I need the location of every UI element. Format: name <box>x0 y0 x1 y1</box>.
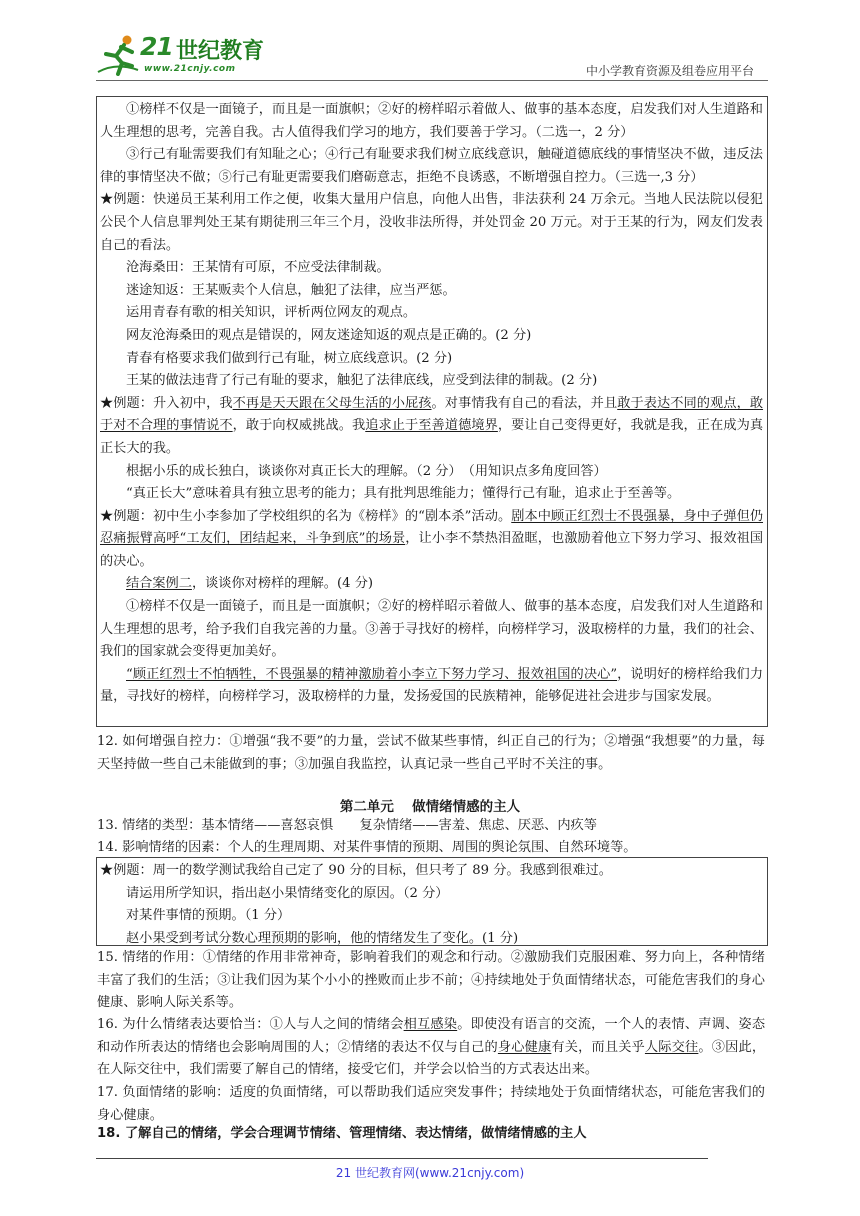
underlined-text: 不再是天天跟在父母生活的小屁孩 <box>232 395 432 411</box>
answer-line: “真正长大”意味着具有独立思考的能力；具有批判思维能力；懂得行己有耻，追求止于至善等。 <box>126 486 681 502</box>
logo-number: 21 <box>140 32 173 61</box>
underlined-text: 身心健康 <box>497 1039 552 1055</box>
answer-line: 对某件事情的预期。（1 分） <box>126 908 291 924</box>
example-question: ★例题：快递员王某利用工作之便，收集大量用户信息，向他人出售，非法获利 24 万余元。当地人民法院以侵犯公民个人信息罪判处王某有期徒刑三年三个月，没收非法所得，并处罚金 20 万元。对于王某的行为，网友们发表自己的看法。 <box>100 192 763 253</box>
question-line: 根据小乐的成长独白，谈谈你对真正长大的理解。（2 分） （用知识点多角度回答） <box>126 463 607 479</box>
text-span: 。对事情我有自己的看法，并且 <box>431 395 618 411</box>
unit-title: 第二单元 做情绪情感的主人 <box>339 799 521 815</box>
opinion-line: 迷途知返：王某贩卖个人信息，触犯了法律，应当严惩。 <box>126 282 456 298</box>
example-question <box>100 506 763 574</box>
question-line: 请运用所学知识，指出赵小果情绪变化的原因。（2 分） <box>126 885 449 901</box>
question-line: 运用青春有歌的相关知识，评析两位网友的观点。 <box>126 305 417 321</box>
example-question <box>100 393 763 461</box>
answer-line: 网友沧海桑田的观点是错误的，网友迷途知返的观点是正确的。(2 分) <box>126 327 532 343</box>
item-14: 14. 影响情绪的因素：个人的生理周期、对某件事情的预期、周围的舆论氛围、自然环境等。 <box>97 840 637 855</box>
example-question: ★例题：周一的数学测试我给自己定了 90 分的目标，但只考了 89 分。我感到很难过。 <box>100 863 612 878</box>
text-span: ，说明好的榜样给我们力量，寻找好的榜样，向榜样学习，汲取榜样的力量，发扬爱国的民族精神，能够促进社会进步与国家发展。 <box>100 666 764 705</box>
underlined-text: 相互感染 <box>403 1017 458 1032</box>
opinion-line: 沧海桑田：王某情有可原，不应受法律制裁。 <box>126 260 390 276</box>
page-header <box>96 30 768 82</box>
text-span: ，要让自己变得更好，我就是我，正在成为真正长大的我。 <box>100 418 764 456</box>
item-18: 18. 了解自己的情绪，学会合理调节情绪、管理情绪、表达情绪，做情绪情感的主人 <box>97 1126 587 1141</box>
running-figure-logo-icon <box>96 32 140 76</box>
text-span: ，让小李不禁热泪盈眶，也激励着他立下努力学习、报效祖国的决心。 <box>100 531 764 569</box>
item-12: 12. 如何增强自控力：①增强“我不要”的力量，尝试不做某些事情，纠正自己的行为；②增强“我想要”的力量，每天坚持做一些自己未能做到的事；③加强自我监控，认真记录一些自己平时不关注的事。 <box>97 734 765 772</box>
answer-line: 赵小果受到考试分数心理预期的影响，他的情绪发生了变化。(1 分) <box>126 930 519 946</box>
text-span: ，敢于向权威挑战。我 <box>232 418 366 434</box>
item-13: 13. 情绪的类型：基本情绪——喜怒哀惧 复杂情绪——害羞、焦虑、厌恶、内疚等 <box>97 818 597 833</box>
text-span: ，谈谈你对榜样的理解。(4 分) <box>191 576 374 592</box>
question-line <box>100 573 763 596</box>
text-span: 有关，而且关乎 <box>551 1039 645 1055</box>
platform-name: 中小学教育资源及组卷应用平台 <box>585 64 754 78</box>
answer-line: 青春有格要求我们做到行己有耻，树立底线意识。(2 分) <box>126 350 453 366</box>
underlined-text: 敢于表达不同的观点，敢于对不合理的事情说不 <box>100 395 764 434</box>
item-15: 15. 情绪的作用：①情绪的作用非常神奇，影响着我们的观念和行动。②激励我们克服困难、努力向上，各种情绪丰富了我们的生活；③让我们因为某个小小的挫败而止步不前；④持续地处于负面情绪状态，可能危害我们的身心健康、影响人际关系等。 <box>97 950 765 1011</box>
underlined-text: 人际交往 <box>644 1039 699 1055</box>
answer-paragraph: ③行己有耻需要我们有知耻之心；④行己有耻要求我们树立底线意识，触碰道德底线的事情坚决不做，违反法律的事情坚决不做；⑤行己有耻更需要我们磨砺意志，拒绝不良诱惑，不断增强自控力。（三选一,3 分） <box>100 147 763 185</box>
example-box-1 <box>96 96 768 727</box>
text-span: ★例题：升入初中，我 <box>100 395 233 411</box>
answer-paragraph: ①榜样不仅是一面镜子，而且是一面旗帜；②好的榜样昭示着做人、做事的基本态度，启发我们对人生道路和人生理想的思考，完善自我。古人值得我们学习的地方，我们要善于学习。（二选一，2 分） <box>100 102 763 140</box>
text-span: 。③因此，在人际交往中，我们需要了解自己的情绪，接受它们，并学会以恰当的方式表达出来。 <box>97 1039 766 1078</box>
text-span: 。即使没有语言的交流，一个人的表情、声调、姿态和动作所表达的情绪也会影响周围的人；②情绪的表达不仅与自己的 <box>97 1017 766 1055</box>
underlined-text: 追求止于至善道德境界 <box>365 418 498 434</box>
header-divider <box>96 80 768 81</box>
example-box-2 <box>96 857 768 946</box>
footer-link[interactable]: 21 世纪教育网(www.21cnjy.com) <box>335 1166 525 1180</box>
answer-line <box>100 664 763 709</box>
logo <box>96 30 296 78</box>
footer-divider <box>96 1158 708 1159</box>
item-16 <box>97 1014 765 1082</box>
text-span: 16. 为什么情绪表达要恰当：①人与人之间的情绪会 <box>97 1017 404 1032</box>
underlined-text: “顾正红烈士不怕牺牲，不畏强暴的精神激励着小李立下努力学习、报效祖国的决心” <box>126 666 618 682</box>
logo-text: 世纪教育 <box>176 39 265 64</box>
text-span: ★例题：初中生小李参加了学校组织的名为《榜样》的“剧本杀”活动。 <box>100 508 512 524</box>
underlined-text: 剧本中顾正红烈士不畏强暴，身中子弹但仍忍痛振臂高呼“工友们，团结起来，斗争到底”的场景 <box>100 508 764 547</box>
underlined-text: 结合案例二 <box>126 576 192 592</box>
answer-line: 王某的做法违背了行己有耻的要求，触犯了法律底线，应受到法律的制裁。(2 分) <box>126 373 598 389</box>
logo-url: www.21cnjy.com <box>144 64 236 74</box>
answer-line: ①榜样不仅是一面镜子，而且是一面旗帜；②好的榜样昭示着做人、做事的基本态度，启发我们对人生道路和人生理想的思考，给予我们自我完善的力量。③善于寻找好的榜样，向榜样学习，汲取榜样的力量，我们的社会、我们的国家就会变得更加美好。 <box>100 599 763 660</box>
item-17: 17. 负面情绪的影响：适度的负面情绪，可以帮助我们适应突发事件；持续地处于负面情绪状态，可能危害我们的身心健康。 <box>97 1085 765 1123</box>
